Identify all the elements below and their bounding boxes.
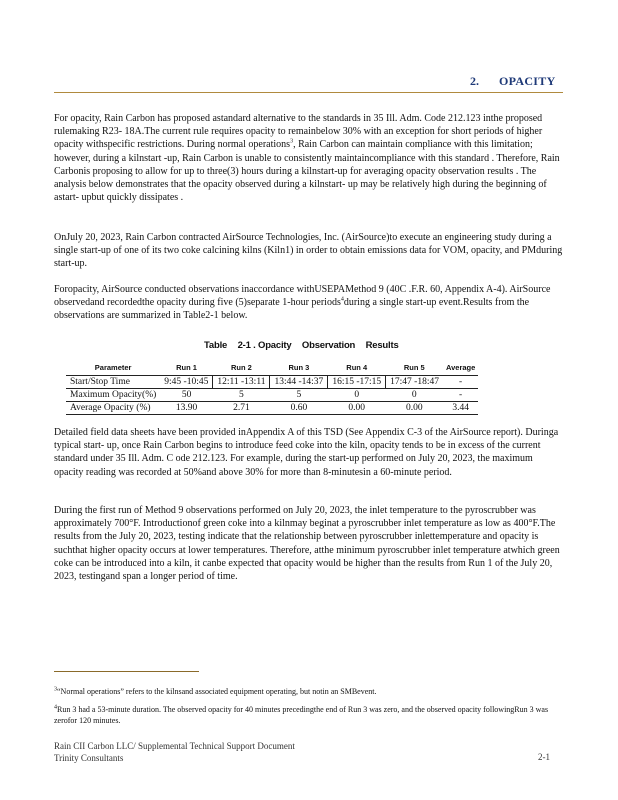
footnote-mark: 4: [54, 704, 57, 711]
table-cell: Maximum Opacity(%): [66, 389, 160, 402]
paragraph-method9: [54, 283, 564, 323]
paragraph-method9-text: Foropacity, AirSource conducted observations inaccordance withUSEPAMethod 9 (40C .F.R. 60, Appendix A-4). AirSource observedand recordedthe opacity during five (5)separate 1-hour periods: [54, 284, 551, 309]
page-number: 2-1: [538, 752, 550, 762]
page-footer: [54, 740, 295, 764]
table-caption-part: Observation: [301, 340, 356, 351]
column-header: Average: [443, 363, 478, 376]
section-number: 2.: [470, 74, 479, 88]
paragraph-field-data: Detailed field data sheets have been provided inAppendix A of this TSD (See Appendix C-3 of the AirSource report). Duringa typical start- up, once Rain Carbon begins to introduce feed coke into the kiln, opacity tends to be in excess of the current standard under 35 Ill. Adm. C ode 212.123. For example, during the start-up performed on July 20, 2023, the maximum opacity reading was recorded at 50%and above 30% for more than 8-minutesin a 60-minute period.: [54, 427, 559, 478]
table-header-row: [66, 363, 478, 376]
paragraph-pyroscrubber: During the first run of Method 9 observations performed on July 20, 2023, the inlet temperature to the pyroscrubber was approximately 700°F. Introductionof green coke into a kilnmay beginat a pyroscrubber inlet temperature as low as 400°F.The results from the July 20, 2023, testing indicate that the relationship between pyroscrubber inlettemperature and opacity is suchthat higher opacity occurs at lower temperatures. Therefore, atthe minimum pyroscrubber inlet temperature atwhich green coke can be introduced into a kiln, it canbe expected that opacity would be higher than the results from Run 1 of the July 20, 2023, testingand span a longer period of time.: [54, 505, 560, 583]
table-cell: Start/Stop Time: [66, 376, 160, 389]
paragraph-method9-rest: during a single start-up event.Results from the observations are summarized in Table2-1 below.: [54, 297, 530, 322]
section-header: [54, 74, 563, 93]
table-cell: 50: [160, 389, 213, 402]
paragraph-intro: [54, 112, 564, 204]
footnote-ref-3: 3: [290, 139, 294, 146]
table-cell: 13:44 -14:37: [270, 376, 328, 389]
column-header: Run 2: [213, 363, 270, 376]
table-cell: -: [443, 389, 478, 402]
table-caption-part: 2-1 . Opacity: [237, 340, 292, 351]
column-header: Run 5: [386, 363, 443, 376]
paragraph-intro-text: For opacity, Rain Carbon has proposed astandard alternative to the standards in 35 Ill. Adm. Code 212.123 inthe proposed rulemaking R23- 18A.The current rule requires opacity to remainbelow 30% with an exception for short periods of higher opacity withspecific restrictions. During normal operations: [54, 113, 543, 151]
column-header: Parameter: [66, 363, 160, 376]
table-cell: 16:15 -17:15: [328, 376, 386, 389]
footnote-3: [54, 686, 564, 697]
footnote-text: “Normal operations” refers to the kilnsand associated equipment operating, but notin an SMBevent.: [57, 687, 377, 696]
footer-company: Trinity Consultants: [54, 753, 124, 763]
table-cell: 9:45 -10:45: [160, 376, 213, 389]
paragraph-engineering-study: OnJuly 20, 2023, Rain Carbon contracted AirSource Technologies, Inc. (AirSource)to execute an engineering study during a single start-up of one of its two coke calcining kilns (Kiln1) in order to obtain emissions data for VOM, opacity, and PMduring start-up.: [54, 232, 563, 270]
table-cell: 0.00: [386, 402, 443, 415]
footnote-4: [54, 704, 564, 726]
opacity-results-table: [66, 363, 478, 415]
paragraph-intro-rest: , Rain Carbon can maintain compliance with this limitation; however, during a kilnstart -up, Rain Carbon is unable to consistently maintaincompliance with this standard . Therefore, Rain Carbonis proposing to allow for up to three(3) hours during a kilnstart-up for averaging opacity observation results . The analysis below demonstrates that the opacity observed during a kilnstart- up may be relatively high during the beginning of astart- upbut quickly dissipates .: [54, 139, 560, 204]
table-cell: 0.00: [328, 402, 386, 415]
table-cell: 2.71: [213, 402, 270, 415]
table-cell: 17:47 -18:47: [386, 376, 443, 389]
table-caption-part: Results: [365, 340, 399, 351]
column-header: Run 3: [270, 363, 328, 376]
table-cell: 5: [213, 389, 270, 402]
table-cell: Average Opacity (%): [66, 402, 160, 415]
table-cell: -: [443, 376, 478, 389]
table-caption-part: Table: [204, 340, 228, 351]
footnote-divider: [54, 671, 199, 672]
table-row: [66, 376, 478, 389]
footnote-ref-4: 4: [340, 296, 344, 303]
footnote-text: Run 3 had a 53-minute duration. The observed opacity for 40 minutes precedingthe end of Run 3 was zero, and the observed opacity followingRun 3 was zerofor 120 minutes.: [54, 705, 549, 725]
section-title: OPACITY: [499, 74, 556, 88]
table-cell: 0.60: [270, 402, 328, 415]
column-header: Run 1: [160, 363, 213, 376]
table-cell: 0: [386, 389, 443, 402]
footer-document-title: Rain CII Carbon LLC/ Supplemental Technical Support Document: [54, 741, 295, 751]
table-cell: 13.90: [160, 402, 213, 415]
table-cell: 0: [328, 389, 386, 402]
column-header: Run 4: [328, 363, 386, 376]
table-cell: 3.44: [443, 402, 478, 415]
table-row: [66, 389, 478, 402]
table-cell: 5: [270, 389, 328, 402]
table-cell: 12:11 -13:11: [213, 376, 270, 389]
table-caption: [204, 340, 407, 351]
footnote-mark: 3: [54, 686, 57, 693]
table-row: [66, 402, 478, 415]
